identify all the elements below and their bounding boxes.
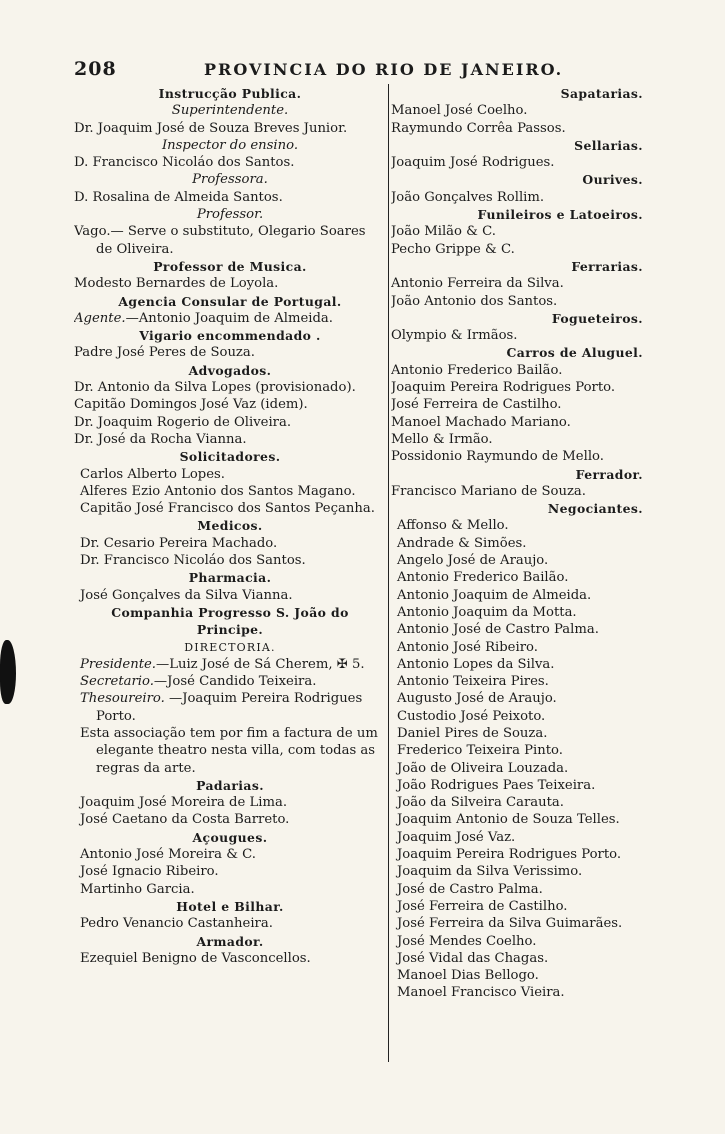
entry-text: —José Candido Teixeira. — [153, 674, 317, 690]
section-heading: Advogados. — [188, 362, 272, 378]
right-column — [391, 85, 647, 1002]
entry-line: João de Oliveira Louzada. — [397, 760, 569, 776]
entry-line: Dr. Cesario Pereira Machado. — [80, 535, 278, 551]
entry-line: Dr. Francisco Nicoláo dos Santos. — [80, 553, 306, 569]
page-number: 208 — [74, 58, 117, 80]
entry-line: Ezequiel Benigno de Vasconcellos. — [80, 950, 311, 966]
entry-line: Andrade & Simões. — [397, 535, 527, 551]
entry-line: José Ferreira de Castilho. — [391, 397, 562, 413]
entry-line: Manoel Machado Mariano. — [391, 414, 571, 430]
section-heading: Solicitadores. — [179, 449, 281, 465]
entry-line: Antonio Lopes da Silva. — [397, 656, 555, 672]
entry-text: —Joaquim Pereira Rodrigues — [164, 691, 363, 707]
entry-line: Francisco Mariano de Souza. — [391, 483, 586, 499]
entry-line: Modesto Bernardes de Loyola. — [74, 276, 279, 292]
role-subheading: Superintendente. — [171, 103, 289, 119]
entry-line: Joaquim da Silva Verissimo. — [397, 864, 583, 880]
entry-continuation: elegante theatro nesta villa, com todas as — [96, 743, 376, 759]
role-label: Agente. — [74, 310, 126, 326]
entry-line: Manoel Francisco Vieira. — [397, 985, 565, 1001]
section-heading: Pharmacia. — [188, 570, 272, 586]
entry-line: Affonso & Mello. — [397, 518, 509, 534]
entry-line — [74, 656, 386, 673]
section-heading: Fogueteiros. — [551, 310, 643, 326]
entry-line: Dr. Joaquim José de Souza Breves Junior. — [74, 120, 348, 136]
role-subheading: Inspector do ensino. — [161, 137, 299, 153]
entry-line: Carlos Alberto Lopes. — [80, 466, 225, 482]
entry-line — [74, 673, 386, 690]
section-heading: Companhia Progresso S. João do — [111, 604, 349, 620]
entry-line: Joaquim Antonio de Souza Telles. — [397, 812, 620, 828]
entry-line: Joaquim José Moreira de Lima. — [80, 795, 288, 811]
entry-line: Vago.— Serve o substituto, Olegario Soares — [74, 224, 366, 240]
entry-line: Dr. Joaquim Rogerio de Oliveira. — [74, 414, 292, 430]
entry-line: Pecho Grippe & C. — [391, 241, 515, 257]
entry-line: Raymundo Corrêa Passos. — [391, 120, 566, 136]
entry-line: Manoel Dias Bellogo. — [397, 968, 539, 984]
section-heading: Padarias. — [196, 777, 264, 793]
role-label: Secretario. — [80, 674, 154, 690]
ink-blot — [0, 640, 16, 704]
entry-line: Dr. Antonio da Silva Lopes (provisionado). — [74, 380, 356, 396]
entry-line: Joaquim Pereira Rodrigues Porto. — [397, 847, 622, 863]
running-title: PROVINCIA DO RIO DE JANEIRO. — [204, 60, 564, 79]
section-heading: Agencia Consular de Portugal. — [118, 293, 342, 309]
entry-line: José Ferreira da Silva Guimarães. — [397, 916, 623, 932]
entry-line: José Vidal das Chagas. — [397, 950, 549, 966]
entry-line: Antonio Ferreira da Silva. — [391, 276, 564, 292]
section-heading: Professor de Musica. — [153, 258, 307, 274]
entry-line: Capitão José Francisco dos Santos Peçanha. — [80, 501, 375, 517]
entry-line: Joaquim José Vaz. — [397, 829, 516, 845]
entry-line: Martinho Garcia. — [80, 881, 195, 897]
entry-line: Angelo José de Araujo. — [397, 553, 549, 569]
entry-line: Padre José Peres de Souza. — [74, 345, 255, 361]
section-heading: Instrucção Publica. — [158, 86, 302, 101]
entry-line — [74, 690, 386, 707]
entry-line: José de Castro Palma. — [397, 881, 543, 897]
section-heading: Carros de Aluguel. — [506, 345, 643, 361]
entry-line: Frederico Teixeira Pinto. — [397, 743, 563, 759]
entry-line: José Ignacio Ribeiro. — [80, 864, 219, 880]
section-heading: Ferrador. — [575, 466, 643, 482]
entry-line — [74, 310, 386, 327]
entry-line: José Mendes Coelho. — [397, 933, 537, 949]
entry-line: D. Rosalina de Almeida Santos. — [74, 189, 283, 205]
entry-line: João Rodrigues Paes Teixeira. — [397, 777, 596, 793]
entry-line: Antonio José de Castro Palma. — [397, 622, 599, 638]
entry-continuation: regras da arte. — [96, 760, 196, 776]
section-heading: Funileiros e Latoeiros. — [477, 207, 643, 223]
entry-line: Joaquim Pereira Rodrigues Porto. — [391, 380, 616, 396]
entry-line: Antonio José Ribeiro. — [397, 639, 538, 655]
section-heading: Medicos. — [197, 518, 263, 534]
role-label: Thesoureiro. — [80, 691, 165, 707]
section-heading: Sapatarias. — [560, 86, 643, 101]
entry-line: Augusto José de Araujo. — [397, 691, 557, 707]
entry-line: Manoel José Coelho. — [391, 103, 528, 119]
entry-line: Mello & Irmão. — [391, 431, 493, 447]
entry-line: José Ferreira de Castilho. — [397, 898, 568, 914]
entry-line: João Gonçalves Rollim. — [391, 189, 545, 205]
entry-line: Possidonio Raymundo de Mello. — [391, 449, 604, 465]
role-subheading: Professora. — [192, 172, 268, 188]
entry-line: Alferes Ezio Antonio dos Santos Magano. — [80, 483, 356, 499]
entry-line: Antonio Teixeira Pires. — [397, 674, 549, 690]
section-heading: Armador. — [196, 933, 264, 949]
board-subheading: DIRECTORIA. — [184, 640, 276, 654]
entry-line: D. Francisco Nicoláo dos Santos. — [74, 155, 295, 171]
left-column — [74, 85, 386, 967]
entry-line: João Milão & C. — [391, 224, 496, 240]
section-heading: Negociantes. — [547, 501, 643, 517]
entry-line: Antonio Joaquim da Motta. — [397, 604, 577, 620]
entry-line: José Caetano da Costa Barreto. — [80, 812, 290, 828]
role-label: Presidente. — [80, 656, 157, 672]
section-heading-continuation: Principe. — [196, 622, 264, 638]
entry-line: Antonio Joaquim de Almeida. — [397, 587, 592, 603]
section-heading: Ferrarias. — [571, 258, 643, 274]
entry-line: Custodio José Peixoto. — [397, 708, 546, 724]
section-heading: Vigario encommendado . — [139, 328, 321, 344]
entry-line: Pedro Venancio Castanheira. — [80, 916, 273, 932]
entry-line: Dr. José da Rocha Vianna. — [74, 431, 247, 447]
column-divider — [388, 84, 389, 1062]
entry-text: —Luiz José de Sá Cherem, ✠ 5. — [156, 656, 365, 672]
section-heading: Sellarias. — [574, 137, 643, 153]
page-header — [74, 58, 594, 82]
entry-line: Esta associação tem por fim a factura de um — [80, 725, 378, 741]
section-heading: Açougues. — [192, 829, 268, 845]
entry-continuation: de Oliveira. — [96, 241, 174, 257]
role-subheading: Professor. — [196, 207, 264, 223]
entry-line: José Gonçalves da Silva Vianna. — [80, 587, 293, 603]
entry-line: Antonio José Moreira & C. — [80, 847, 256, 863]
entry-line: Antonio Frederico Bailão. — [391, 362, 563, 378]
entry-line: Joaquim José Rodrigues. — [391, 155, 555, 171]
entry-text: —Antonio Joaquim de Almeida. — [125, 310, 333, 326]
entry-continuation: Porto. — [96, 708, 136, 724]
entry-line: Olympio & Irmãos. — [391, 328, 518, 344]
section-heading: Hotel e Bilhar. — [176, 898, 284, 914]
section-heading: Ourives. — [582, 172, 643, 188]
entry-line: João da Silveira Carauta. — [397, 795, 564, 811]
entry-line: Antonio Frederico Bailão. — [397, 570, 569, 586]
entry-line: Daniel Pires de Souza. — [397, 725, 548, 741]
entry-line: Capitão Domingos José Vaz (idem). — [74, 397, 308, 413]
entry-line: João Antonio dos Santos. — [391, 293, 558, 309]
